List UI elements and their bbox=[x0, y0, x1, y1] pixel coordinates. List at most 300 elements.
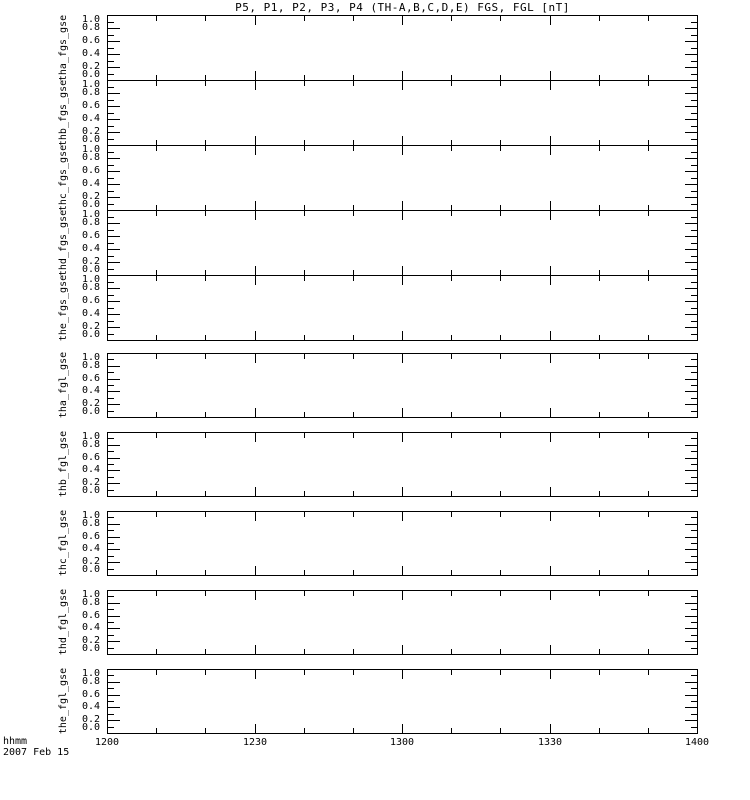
y-minor-tick bbox=[691, 217, 697, 218]
y-minor-tick bbox=[691, 359, 697, 360]
x-minor-tick bbox=[451, 649, 452, 654]
y-major-tick bbox=[685, 524, 697, 525]
y-tick-label: 1.0 bbox=[81, 668, 100, 679]
y-minor-tick bbox=[108, 490, 114, 491]
y-tick-label: 0.2 bbox=[81, 556, 100, 567]
y-minor-tick bbox=[108, 543, 114, 544]
x-minor-tick bbox=[156, 276, 157, 281]
y-minor-tick bbox=[691, 688, 697, 689]
y-tick-label: 0.4 bbox=[81, 464, 100, 475]
y-minor-tick bbox=[108, 569, 114, 570]
y-major-tick bbox=[685, 391, 697, 392]
y-minor-tick bbox=[108, 530, 114, 531]
y-minor-tick bbox=[691, 398, 697, 399]
x-minor-tick bbox=[205, 276, 206, 281]
x-axis-date-label: 2007 Feb 15 bbox=[3, 747, 70, 758]
x-minor-tick bbox=[451, 81, 452, 86]
y-major-tick bbox=[685, 549, 697, 550]
y-tick-label: 0.2 bbox=[81, 714, 100, 725]
x-minor-tick bbox=[205, 335, 206, 340]
y-major-tick bbox=[685, 171, 697, 172]
y-tick-label: 0.8 bbox=[81, 439, 100, 450]
y-minor-tick bbox=[691, 35, 697, 36]
y-minor-tick bbox=[691, 543, 697, 544]
x-minor-tick bbox=[451, 670, 452, 675]
y-major-tick bbox=[685, 314, 697, 315]
x-minor-tick bbox=[451, 146, 452, 151]
x-minor-tick bbox=[599, 728, 600, 733]
x-minor-tick bbox=[304, 412, 305, 417]
y-minor-tick bbox=[691, 256, 697, 257]
x-major-tick bbox=[402, 408, 403, 417]
y-major-tick bbox=[685, 236, 697, 237]
x-minor-tick bbox=[599, 649, 600, 654]
y-minor-tick bbox=[691, 295, 697, 296]
y-tick-label: 0.2 bbox=[81, 256, 100, 267]
y-major-tick bbox=[108, 67, 120, 68]
y-minor-tick bbox=[108, 217, 114, 218]
y-major-tick bbox=[685, 682, 697, 683]
y-major-tick bbox=[108, 249, 120, 250]
y-major-tick bbox=[685, 197, 697, 198]
x-minor-tick bbox=[500, 16, 501, 21]
y-major-tick bbox=[108, 695, 120, 696]
y-major-tick bbox=[685, 458, 697, 459]
y-minor-tick bbox=[691, 100, 697, 101]
x-major-tick bbox=[402, 81, 403, 90]
y-tick-label: 0.8 bbox=[81, 597, 100, 608]
x-minor-tick bbox=[451, 491, 452, 496]
y-major-tick bbox=[108, 41, 120, 42]
y-tick-label: 0.8 bbox=[81, 518, 100, 529]
x-minor-tick bbox=[353, 16, 354, 21]
x-tick-label: 1300 bbox=[389, 737, 415, 748]
x-minor-tick bbox=[304, 670, 305, 675]
x-major-tick bbox=[255, 266, 256, 275]
y-major-tick bbox=[685, 404, 697, 405]
y-tick-label: 0.4 bbox=[81, 701, 100, 712]
x-minor-tick bbox=[156, 728, 157, 733]
y-major-tick bbox=[685, 28, 697, 29]
panel-y-title: thc_fgl_gse bbox=[58, 509, 69, 577]
x-minor-tick bbox=[353, 354, 354, 359]
y-major-tick bbox=[108, 524, 120, 525]
y-tick-label: 0.2 bbox=[81, 477, 100, 488]
x-minor-tick bbox=[205, 16, 206, 21]
y-tick-label: 0.8 bbox=[81, 676, 100, 687]
x-minor-tick bbox=[353, 211, 354, 216]
x-major-tick bbox=[550, 724, 551, 733]
y-major-tick bbox=[108, 458, 120, 459]
x-major-tick bbox=[402, 146, 403, 155]
x-minor-tick bbox=[599, 512, 600, 517]
x-major-tick bbox=[550, 16, 551, 25]
x-major-tick bbox=[550, 591, 551, 600]
y-minor-tick bbox=[108, 61, 114, 62]
y-minor-tick bbox=[691, 22, 697, 23]
y-major-tick bbox=[108, 682, 120, 683]
x-minor-tick bbox=[648, 433, 649, 438]
y-minor-tick bbox=[108, 688, 114, 689]
y-minor-tick bbox=[108, 165, 114, 166]
x-minor-tick bbox=[304, 433, 305, 438]
x-major-tick bbox=[550, 566, 551, 575]
y-minor-tick bbox=[691, 464, 697, 465]
x-minor-tick bbox=[205, 728, 206, 733]
y-tick-label: 0.4 bbox=[81, 385, 100, 396]
x-major-tick bbox=[550, 276, 551, 285]
x-minor-tick bbox=[304, 146, 305, 151]
y-minor-tick bbox=[108, 126, 114, 127]
x-major-tick bbox=[550, 670, 551, 679]
x-minor-tick bbox=[648, 512, 649, 517]
y-minor-tick bbox=[691, 411, 697, 412]
y-tick-label: 0.6 bbox=[81, 35, 100, 46]
x-tick-label: 1400 bbox=[684, 737, 710, 748]
y-minor-tick bbox=[691, 48, 697, 49]
y-major-tick bbox=[685, 119, 697, 120]
y-tick-label: 1.0 bbox=[81, 209, 100, 220]
x-minor-tick bbox=[500, 570, 501, 575]
x-minor-tick bbox=[500, 491, 501, 496]
y-minor-tick bbox=[108, 609, 114, 610]
x-major-tick bbox=[402, 276, 403, 285]
y-tick-label: 0.0 bbox=[81, 329, 100, 340]
chart-title: P5, P1, P2, P3, P4 (TH-A,B,C,D,E) FGS, FGL [nT] bbox=[235, 1, 570, 14]
x-minor-tick bbox=[353, 728, 354, 733]
y-tick-label: 0.4 bbox=[81, 113, 100, 124]
y-minor-tick bbox=[691, 569, 697, 570]
y-tick-label: 0.0 bbox=[81, 722, 100, 733]
y-major-tick bbox=[685, 470, 697, 471]
y-tick-label: 0.4 bbox=[81, 543, 100, 554]
x-minor-tick bbox=[205, 512, 206, 517]
x-tick-label: 1230 bbox=[242, 737, 268, 748]
x-minor-tick bbox=[648, 211, 649, 216]
x-minor-tick bbox=[500, 512, 501, 517]
y-major-tick bbox=[108, 603, 120, 604]
x-major-tick bbox=[402, 201, 403, 210]
y-minor-tick bbox=[691, 701, 697, 702]
x-minor-tick bbox=[500, 649, 501, 654]
y-minor-tick bbox=[108, 100, 114, 101]
x-major-tick bbox=[255, 16, 256, 25]
y-major-tick bbox=[108, 54, 120, 55]
y-minor-tick bbox=[108, 321, 114, 322]
y-minor-tick bbox=[108, 35, 114, 36]
y-tick-label: 0.6 bbox=[81, 689, 100, 700]
y-minor-tick bbox=[108, 622, 114, 623]
x-minor-tick bbox=[205, 211, 206, 216]
x-minor-tick bbox=[156, 354, 157, 359]
y-minor-tick bbox=[108, 411, 114, 412]
y-major-tick bbox=[108, 404, 120, 405]
y-minor-tick bbox=[691, 230, 697, 231]
x-minor-tick bbox=[599, 81, 600, 86]
x-minor-tick bbox=[599, 670, 600, 675]
y-minor-tick bbox=[691, 204, 697, 205]
x-minor-tick bbox=[648, 670, 649, 675]
y-tick-label: 0.4 bbox=[81, 243, 100, 254]
y-major-tick bbox=[685, 695, 697, 696]
x-minor-tick bbox=[156, 433, 157, 438]
x-minor-tick bbox=[500, 146, 501, 151]
y-minor-tick bbox=[108, 714, 114, 715]
y-major-tick bbox=[108, 93, 120, 94]
y-minor-tick bbox=[108, 295, 114, 296]
y-major-tick bbox=[685, 603, 697, 604]
x-minor-tick bbox=[205, 591, 206, 596]
x-minor-tick bbox=[353, 335, 354, 340]
y-tick-label: 0.6 bbox=[81, 531, 100, 542]
x-minor-tick bbox=[451, 591, 452, 596]
y-minor-tick bbox=[108, 372, 114, 373]
y-minor-tick bbox=[108, 701, 114, 702]
y-major-tick bbox=[685, 249, 697, 250]
x-minor-tick bbox=[353, 81, 354, 86]
x-minor-tick bbox=[451, 335, 452, 340]
x-major-tick bbox=[402, 512, 403, 521]
y-major-tick bbox=[685, 379, 697, 380]
x-minor-tick bbox=[205, 491, 206, 496]
x-minor-tick bbox=[500, 211, 501, 216]
x-major-tick bbox=[255, 201, 256, 210]
x-major-tick bbox=[402, 724, 403, 733]
y-major-tick bbox=[685, 132, 697, 133]
x-major-tick bbox=[255, 146, 256, 155]
x-minor-tick bbox=[648, 491, 649, 496]
x-major-tick bbox=[255, 433, 256, 442]
y-tick-label: 0.2 bbox=[81, 126, 100, 137]
y-minor-tick bbox=[691, 490, 697, 491]
y-tick-label: 1.0 bbox=[81, 144, 100, 155]
y-tick-label: 0.2 bbox=[81, 191, 100, 202]
x-minor-tick bbox=[156, 81, 157, 86]
panel-y-title: the_fgl_gse bbox=[58, 667, 69, 735]
y-major-tick bbox=[685, 223, 697, 224]
y-major-tick bbox=[108, 301, 120, 302]
y-tick-label: 0.0 bbox=[81, 485, 100, 496]
x-major-tick bbox=[255, 566, 256, 575]
y-major-tick bbox=[685, 616, 697, 617]
x-minor-tick bbox=[648, 570, 649, 575]
y-major-tick bbox=[685, 93, 697, 94]
y-minor-tick bbox=[691, 517, 697, 518]
x-major-tick bbox=[550, 433, 551, 442]
x-major-tick bbox=[402, 266, 403, 275]
x-minor-tick bbox=[500, 433, 501, 438]
x-minor-tick bbox=[353, 591, 354, 596]
x-minor-tick bbox=[156, 16, 157, 21]
y-minor-tick bbox=[108, 385, 114, 386]
x-minor-tick bbox=[205, 146, 206, 151]
x-minor-tick bbox=[599, 491, 600, 496]
x-minor-tick bbox=[156, 335, 157, 340]
x-major-tick bbox=[255, 512, 256, 521]
x-minor-tick bbox=[353, 412, 354, 417]
y-major-tick bbox=[108, 106, 120, 107]
panel-y-title: thb_fgs_gse bbox=[58, 79, 69, 147]
x-minor-tick bbox=[353, 570, 354, 575]
y-minor-tick bbox=[691, 372, 697, 373]
x-minor-tick bbox=[648, 81, 649, 86]
y-minor-tick bbox=[691, 727, 697, 728]
x-minor-tick bbox=[353, 276, 354, 281]
x-minor-tick bbox=[304, 211, 305, 216]
y-major-tick bbox=[685, 158, 697, 159]
x-axis-time-format-label: hhmm bbox=[3, 736, 28, 747]
x-minor-tick bbox=[599, 591, 600, 596]
y-minor-tick bbox=[691, 152, 697, 153]
x-major-tick bbox=[550, 266, 551, 275]
y-major-tick bbox=[108, 549, 120, 550]
x-minor-tick bbox=[451, 412, 452, 417]
y-minor-tick bbox=[108, 152, 114, 153]
x-minor-tick bbox=[500, 670, 501, 675]
y-major-tick bbox=[108, 184, 120, 185]
y-minor-tick bbox=[691, 530, 697, 531]
x-minor-tick bbox=[599, 276, 600, 281]
y-major-tick bbox=[685, 537, 697, 538]
x-minor-tick bbox=[648, 728, 649, 733]
y-major-tick bbox=[685, 184, 697, 185]
y-tick-label: 0.0 bbox=[81, 69, 100, 80]
y-major-tick bbox=[685, 445, 697, 446]
y-major-tick bbox=[685, 262, 697, 263]
y-minor-tick bbox=[691, 126, 697, 127]
y-minor-tick bbox=[108, 308, 114, 309]
y-minor-tick bbox=[691, 648, 697, 649]
y-tick-label: 0.0 bbox=[81, 643, 100, 654]
x-minor-tick bbox=[205, 670, 206, 675]
y-minor-tick bbox=[691, 243, 697, 244]
x-major-tick bbox=[550, 211, 551, 220]
y-major-tick bbox=[108, 707, 120, 708]
y-minor-tick bbox=[691, 113, 697, 114]
x-minor-tick bbox=[599, 335, 600, 340]
y-minor-tick bbox=[691, 87, 697, 88]
x-minor-tick bbox=[205, 81, 206, 86]
y-major-tick bbox=[685, 641, 697, 642]
y-minor-tick bbox=[108, 464, 114, 465]
x-major-tick bbox=[550, 512, 551, 521]
y-tick-label: 0.8 bbox=[81, 87, 100, 98]
x-minor-tick bbox=[451, 433, 452, 438]
y-minor-tick bbox=[108, 74, 114, 75]
y-tick-label: 0.0 bbox=[81, 564, 100, 575]
y-major-tick bbox=[108, 470, 120, 471]
y-tick-label: 1.0 bbox=[81, 589, 100, 600]
y-minor-tick bbox=[691, 321, 697, 322]
y-tick-label: 0.6 bbox=[81, 610, 100, 621]
y-tick-label: 0.8 bbox=[81, 360, 100, 371]
x-minor-tick bbox=[304, 728, 305, 733]
y-minor-tick bbox=[691, 308, 697, 309]
x-minor-tick bbox=[304, 649, 305, 654]
y-major-tick bbox=[108, 445, 120, 446]
y-major-tick bbox=[685, 707, 697, 708]
x-minor-tick bbox=[353, 433, 354, 438]
x-major-tick bbox=[255, 71, 256, 80]
x-major-tick bbox=[550, 201, 551, 210]
x-minor-tick bbox=[648, 16, 649, 21]
y-tick-label: 1.0 bbox=[81, 14, 100, 25]
x-major-tick bbox=[402, 354, 403, 363]
y-major-tick bbox=[685, 562, 697, 563]
y-minor-tick bbox=[108, 282, 114, 283]
x-minor-tick bbox=[451, 570, 452, 575]
y-tick-label: 1.0 bbox=[81, 274, 100, 285]
x-major-tick bbox=[255, 724, 256, 733]
y-major-tick bbox=[685, 54, 697, 55]
y-major-tick bbox=[108, 158, 120, 159]
x-major-tick bbox=[402, 331, 403, 340]
y-major-tick bbox=[685, 301, 697, 302]
y-tick-label: 0.6 bbox=[81, 165, 100, 176]
y-tick-label: 0.0 bbox=[81, 264, 100, 275]
x-minor-tick bbox=[500, 276, 501, 281]
x-minor-tick bbox=[156, 491, 157, 496]
panel-y-title: tha_fgs_gse bbox=[58, 14, 69, 82]
y-major-tick bbox=[108, 616, 120, 617]
y-minor-tick bbox=[691, 556, 697, 557]
x-minor-tick bbox=[451, 354, 452, 359]
y-major-tick bbox=[685, 327, 697, 328]
y-minor-tick bbox=[108, 113, 114, 114]
y-major-tick bbox=[108, 628, 120, 629]
y-tick-label: 0.4 bbox=[81, 48, 100, 59]
y-major-tick bbox=[685, 628, 697, 629]
y-minor-tick bbox=[691, 477, 697, 478]
x-minor-tick bbox=[648, 354, 649, 359]
y-minor-tick bbox=[691, 61, 697, 62]
x-minor-tick bbox=[599, 433, 600, 438]
y-minor-tick bbox=[108, 635, 114, 636]
y-minor-tick bbox=[691, 609, 697, 610]
x-minor-tick bbox=[451, 276, 452, 281]
x-major-tick bbox=[550, 331, 551, 340]
y-minor-tick bbox=[108, 334, 114, 335]
x-minor-tick bbox=[304, 276, 305, 281]
y-minor-tick bbox=[691, 451, 697, 452]
x-minor-tick bbox=[599, 412, 600, 417]
x-major-tick bbox=[550, 645, 551, 654]
x-minor-tick bbox=[304, 512, 305, 517]
y-major-tick bbox=[108, 223, 120, 224]
x-major-tick bbox=[550, 487, 551, 496]
x-major-tick bbox=[550, 408, 551, 417]
x-major-tick bbox=[402, 591, 403, 600]
x-minor-tick bbox=[156, 211, 157, 216]
y-major-tick bbox=[685, 106, 697, 107]
x-major-tick bbox=[255, 81, 256, 90]
y-major-tick bbox=[108, 314, 120, 315]
x-major-tick bbox=[255, 354, 256, 363]
x-minor-tick bbox=[353, 649, 354, 654]
panel-y-title: the_fgs_gse bbox=[58, 274, 69, 342]
y-major-tick bbox=[108, 391, 120, 392]
y-major-tick bbox=[108, 132, 120, 133]
x-major-tick bbox=[550, 354, 551, 363]
y-minor-tick bbox=[108, 517, 114, 518]
y-minor-tick bbox=[691, 165, 697, 166]
x-minor-tick bbox=[648, 412, 649, 417]
y-minor-tick bbox=[691, 596, 697, 597]
y-minor-tick bbox=[108, 139, 114, 140]
panel-y-title: thd_fgs_gse bbox=[58, 209, 69, 277]
y-major-tick bbox=[108, 236, 120, 237]
y-minor-tick bbox=[108, 269, 114, 270]
